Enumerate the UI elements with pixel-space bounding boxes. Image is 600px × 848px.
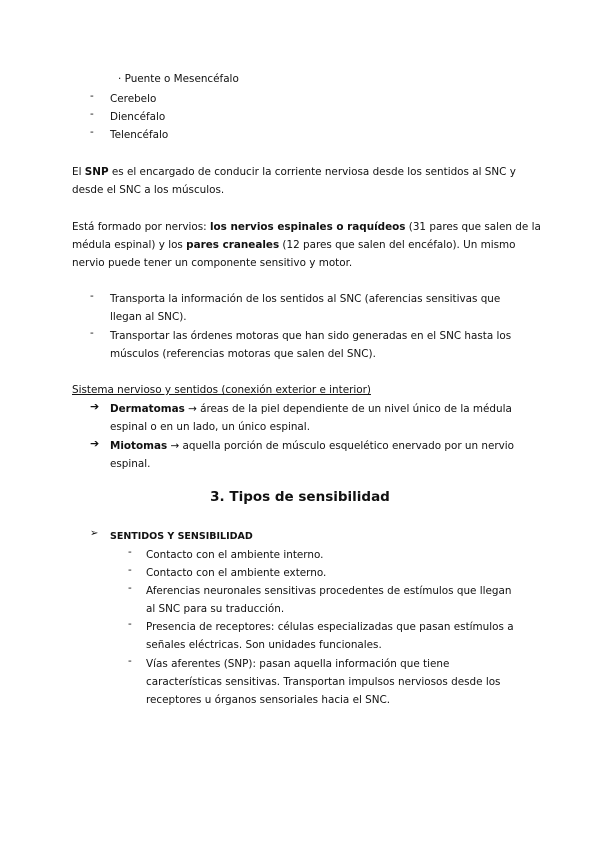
section-title: 3. Tipos de sensibilidad — [210, 489, 390, 505]
transport-item-2-line-2: músculos (referencias motoras que salen del SNC). — [110, 348, 376, 360]
list-sub-item: · Puente o Mesencéfalo — [118, 73, 239, 85]
sentidos-heading: SENTIDOS Y SENSIBILIDAD — [110, 531, 253, 542]
list-item-telencefalo: Telencéfalo — [110, 129, 169, 141]
sentidos-item-5-line-3: receptores u órganos sensoriales hacia el SNC. — [146, 694, 391, 706]
list-dash: - — [90, 126, 94, 138]
miotomas-line-2: espinal. — [110, 458, 151, 470]
arrow-bullet-icon: ➔ — [90, 437, 100, 450]
triangle-bullet-icon: ➢ — [90, 528, 99, 539]
list-dash: - — [90, 290, 94, 302]
transport-item-2-line-1: Transportar las órdenes motoras que han sido generadas en el SNC hasta los — [110, 330, 512, 342]
sistema-heading: Sistema nervioso y sentidos (conexión exterior e interior) — [72, 384, 371, 396]
formado-line-2: médula espinal) y los pares craneales (12 pares que salen del encéfalo). Un mismo — [72, 239, 516, 251]
list-dash: - — [128, 546, 132, 558]
transport-item-1-line-1: Transporta la información de los sentidos al SNC (aferencias sensitivas que — [110, 293, 501, 305]
transport-item-1-line-2: llegan al SNC). — [110, 311, 187, 323]
arrow-bullet-icon: ➔ — [90, 400, 100, 413]
formado-line-1: Está formado por nervios: los nervios espinales o raquídeos (31 pares que salen de la — [72, 221, 541, 233]
formado-line-3: nervio puede tener un componente sensitivo y motor. — [72, 257, 353, 269]
list-dash: - — [128, 582, 132, 594]
sentidos-item-2: Contacto con el ambiente externo. — [146, 567, 327, 579]
list-item-cerebelo: Cerebelo — [110, 93, 157, 105]
sentidos-item-1: Contacto con el ambiente interno. — [146, 549, 324, 561]
list-dash: - — [90, 108, 94, 120]
sentidos-item-5-line-1: Vías aferentes (SNP): pasan aquella información que tiene — [146, 658, 450, 670]
sentidos-item-5-line-2: características sensitivas. Transportan impulsos nerviosos desde los — [146, 676, 501, 688]
snp-paragraph-line-2: desde el SNC a los músculos. — [72, 184, 225, 196]
dermatomas-line-2: espinal o en un lado, un único espinal. — [110, 421, 310, 433]
sentidos-item-3-line-1: Aferencias neuronales sensitivas procedentes de estímulos que llegan — [146, 585, 512, 597]
dermatomas-line-1: Dermatomas → áreas de la piel dependiente de un nivel único de la médula — [110, 403, 512, 415]
sentidos-item-4-line-2: señales eléctricas. Son unidades funcionales. — [146, 639, 382, 651]
list-dash: - — [128, 618, 132, 630]
snp-paragraph-line-1: El SNP es el encargado de conducir la corriente nerviosa desde los sentidos al SNC y — [72, 166, 516, 178]
list-dash: - — [90, 327, 94, 339]
sentidos-item-4-line-1: Presencia de receptores: células especializadas que pasan estímulos a — [146, 621, 514, 633]
list-dash: - — [128, 655, 132, 667]
miotomas-line-1: Miotomas → aquella porción de músculo esquelético enervado por un nervio — [110, 440, 515, 452]
list-dash: - — [90, 90, 94, 102]
sentidos-item-3-line-2: al SNC para su traducción. — [146, 603, 285, 615]
list-item-diencefalo: Diencéfalo — [110, 111, 166, 123]
list-dash: - — [128, 564, 132, 576]
